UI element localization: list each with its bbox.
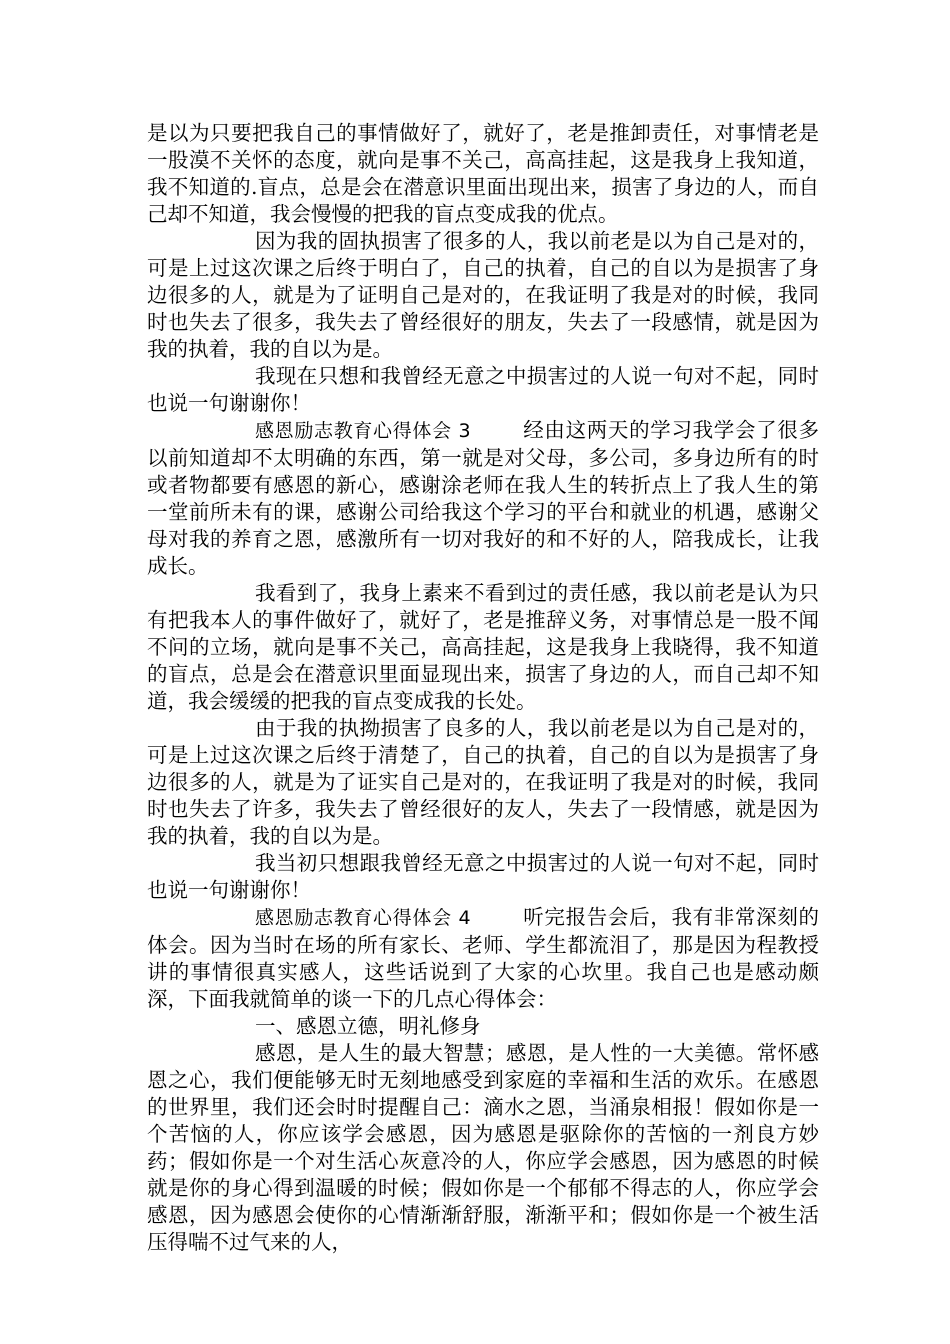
paragraph-5: 由于我的执拗损害了良多的人，我以前老是以为自己是对的，可是上过这次课之后终于清楚了，自己的执着，自己的自以为是损害了身边很多的人，就是为了证实自己是对的，在我证明了我是对的时候，我同时也失去了许多，我失去了曾经很好的友人，失去了一段情感，就是因为我的执着，我的自以为是。 <box>147 716 819 848</box>
paragraph-1: 是以为只要把我自己的事情做好了，就好了，老是推卸责任，对事情老是一股漠不关怀的态度，就向是事不关己，高高挂起，这是我身上我知道，我不知道的.盲点，总是会在潜意识里面出现出来，损害了身边的人，而自己却不知道，我会慢慢的把我的盲点变成我的优点。 <box>147 121 819 226</box>
subsection-title: 一、感恩立德，明礼修身 <box>255 1014 481 1038</box>
paragraph-3: 我现在只想和我曾经无意之中损害过的人说一句对不起，同时也说一句谢谢你！ <box>147 364 819 415</box>
document-page <box>147 120 819 1256</box>
section-3-paragraph <box>147 417 819 580</box>
section-4-heading: 感恩励志教育心得体会 4 <box>255 907 471 929</box>
paragraph-6: 我当初只想跟我曾经无意之中损害过的人说一句对不起，同时也说一句谢谢你！ <box>147 851 819 902</box>
section-3-heading: 感恩励志教育心得体会 3 <box>255 420 471 442</box>
paragraph-7: 感恩，是人生的最大智慧；感恩，是人性的一大美德。常怀感恩之心，我们便能够无时无刻地感受到家庭的幸福和生活的欢乐。在感恩的世界里，我们还会时时提醒自己：滴水之恩，当涌泉相报！假如你是一个苦恼的人，你应该学会感恩，因为感恩是驱除你的苦恼的一剂良方妙药；假如你是一个对生活心灰意冷的人，你应学会感恩，因为感恩的时候就是你的身心得到温暖的时候；假如你是一个郁郁不得志的人，你应学会感恩，因为感恩会使你的心情渐渐舒服，渐渐平和；假如你是一个被生活压得喘不过气来的人， <box>147 1041 819 1254</box>
section-3-text: 经由这两天的学习我学会了很多以前知道却不太明确的东西，第一就是对父母，多公司，多身边所有的时或者物都要有感恩的新心，感谢涂老师在我人生的转折点上了我人生的第一堂前所未有的课，感谢公司给我这个学习的平台和就业的机遇，感谢父母对我的养育之恩，感激所有一切对我好的和不好的人，陪我成长，让我成长。 <box>147 418 819 578</box>
paragraph-4: 我看到了，我身上素来不看到过的责任感，我以前老是认为只有把我本人的事件做好了，就好了，老是推辞义务，对事情总是一股不闻不问的立场，就向是事不关己，高高挂起，这是我身上我晓得，我不知道的盲点，总是会在潜意识里面显现出来，损害了身边的人，而自己却不知道，我会缓缓的把我的盲点变成我的长处。 <box>147 581 819 713</box>
section-4-text: 听完报告会后，我有非常深刻的体会。因为当时在场的所有家长、老师、学生都流泪了，那是因为程教授讲的事情很真实感人，这些话说到了大家的心坎里。我自己也是感动颇深，下面我就简单的谈一下的几点心得体会： <box>147 905 819 1011</box>
paragraph-2: 因为我的固执损害了很多的人，我以前老是以为自己是对的，可是上过这次课之后终于明白了，自己的执着，自己的自以为是损害了身边很多的人，就是为了证明自己是对的，在我证明了我是对的时候，我同时也失去了很多，我失去了曾经很好的朋友，失去了一段感情，就是因为我的执着，我的自以为是。 <box>147 229 819 361</box>
section-4-paragraph <box>147 904 819 1013</box>
